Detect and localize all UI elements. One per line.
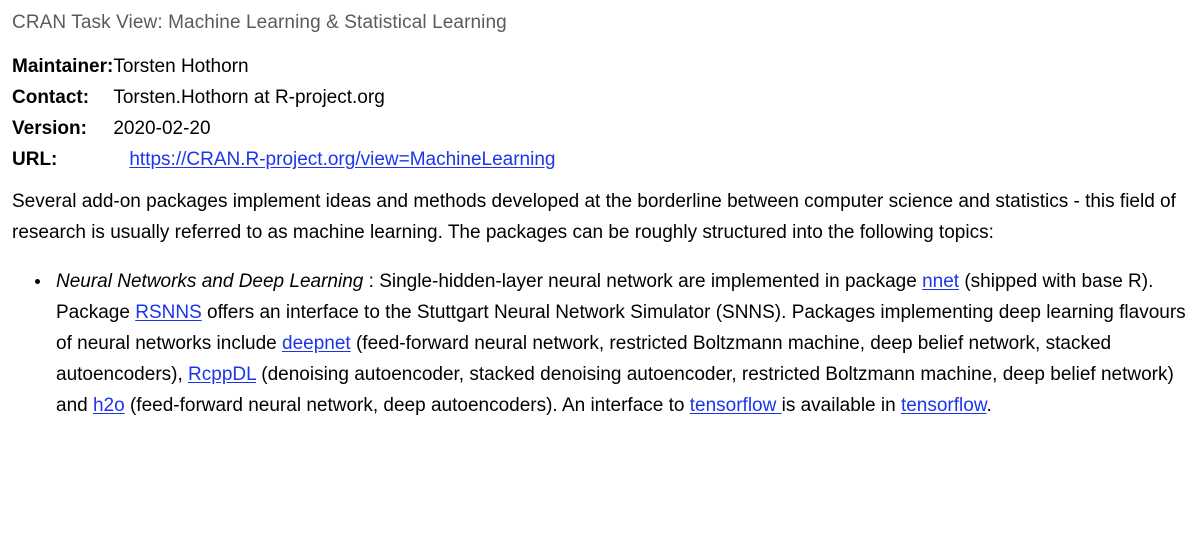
topic-text: . <box>986 395 992 416</box>
topic-title: Neural Networks and Deep Learning <box>56 271 364 292</box>
table-row <box>12 56 555 87</box>
taskview-url-link[interactable]: https://CRAN.R-project.org/view=MachineLearning <box>129 149 556 170</box>
topic-text: is available in <box>781 395 901 416</box>
url-value <box>113 149 555 180</box>
topic-text: offers an interface to the Stuttgart Neural Network Simulator (SNNS). Packages implementing deep learning flavours of neural networks include <box>56 302 1186 354</box>
topic-text: (feed-forward neural network, deep autoencoders). An interface to <box>124 395 690 416</box>
table-row <box>12 149 555 180</box>
package-link-rsnns[interactable]: RSNNS <box>135 302 202 323</box>
package-link-rcppdl[interactable]: RcppDL <box>188 364 256 385</box>
package-link-nnet[interactable]: nnet <box>922 271 960 292</box>
topic-text: (denoising autoencoder, stacked denoising autoencoder, restricted Boltzmann machine, deep belief network) and <box>56 364 1174 416</box>
page-title: CRAN Task View: Machine Learning & Statistical Learning <box>12 12 507 33</box>
topics-list <box>12 266 1188 421</box>
table-row <box>12 118 555 149</box>
table-row <box>12 87 555 118</box>
topic-text: (feed-forward neural network, restricted Boltzmann machine, deep belief network, stacked autoencoders), <box>56 333 1112 385</box>
url-label: URL: <box>12 149 58 170</box>
topic-separator: : <box>363 271 380 292</box>
contact-label: Contact: <box>12 87 90 108</box>
intro-paragraph: Several add-on packages implement ideas and methods developed at the borderline between computer science and statistics - this field of research is usually referred to as machine learning. The packages can be roughly structured into the following topics: <box>12 191 1176 243</box>
package-link-deepnet[interactable]: deepnet <box>282 333 351 354</box>
package-link-tensorflow[interactable]: tensorflow <box>900 395 987 416</box>
version-label: Version: <box>12 118 87 139</box>
topic-text: Single-hidden-layer neural network are implemented in package <box>379 271 923 292</box>
topic-text: (shipped with base R). Package <box>56 271 1154 323</box>
maintainer-label: Maintainer: <box>12 56 114 77</box>
package-link-h2o[interactable]: h2o <box>92 395 125 416</box>
topic-body <box>56 271 1186 416</box>
package-link-tensorflow[interactable]: tensorflow <box>689 395 782 416</box>
metadata-table <box>12 56 555 180</box>
contact-value: Torsten.Hothorn at R-project.org <box>113 87 385 108</box>
version-value: 2020-02-20 <box>113 118 211 139</box>
list-item <box>52 266 1188 421</box>
maintainer-value: Torsten Hothorn <box>113 56 249 77</box>
